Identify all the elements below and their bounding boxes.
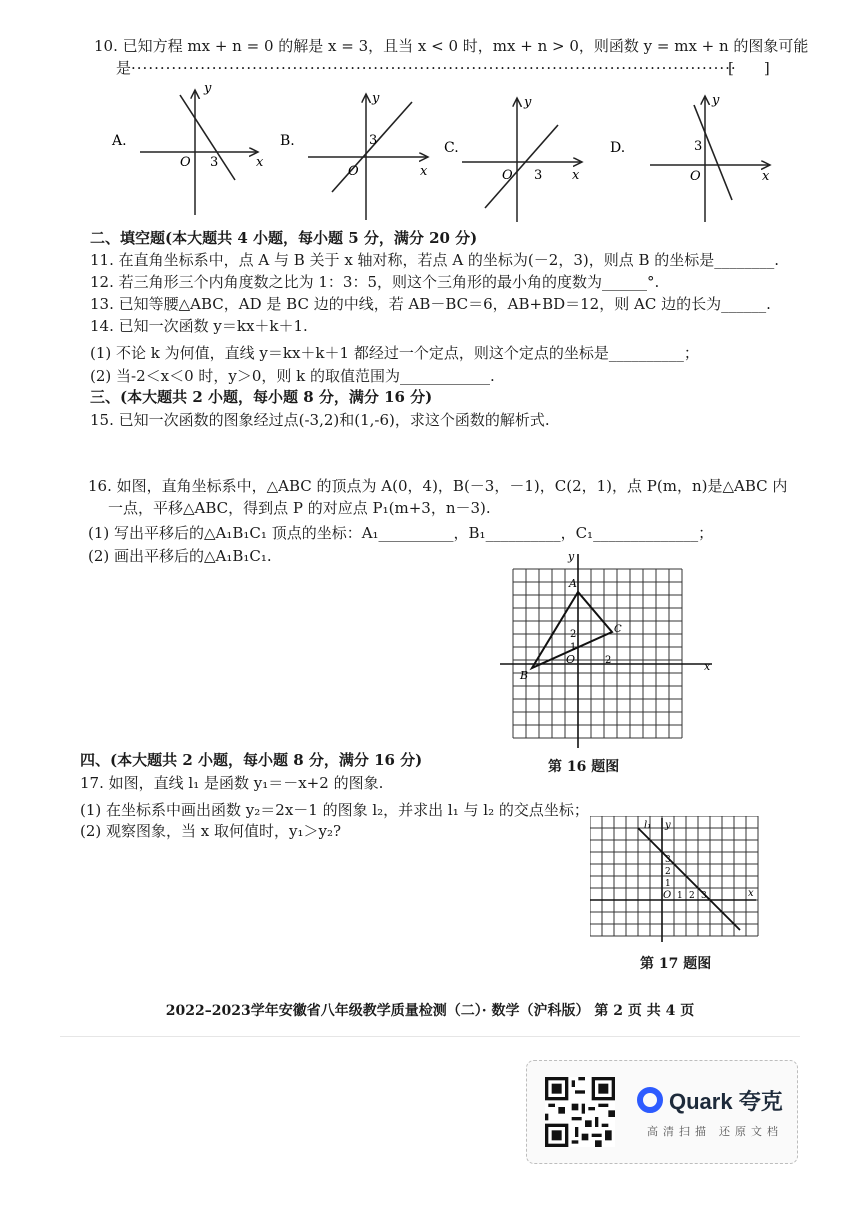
figure-17-grid [590, 816, 760, 946]
fig17-tick-x3: 3 [701, 891, 707, 901]
fig16-label-c: C [614, 624, 622, 635]
svg-text:y: y [524, 95, 532, 110]
q10-option-graphs [110, 80, 800, 225]
figure-17-caption: 第 17 题图 [640, 956, 712, 972]
q10-option-c-label: C. [444, 140, 459, 156]
svg-text:O: O [690, 169, 701, 184]
fig16-tick-x2: 2 [605, 655, 612, 666]
quark-watermark-card [526, 1060, 798, 1164]
quark-slogan: 高清扫描 还原文档 [647, 1126, 784, 1138]
svg-text:O: O [348, 164, 359, 179]
fig16-label-y: y [568, 552, 575, 563]
q16-stem-line2: 一点，平移△ABC，得到点 P 的对应点 P₁(m+3，n－3). [108, 499, 491, 517]
q16-part2: (2) 画出平移后的△A₁B₁C₁. [88, 547, 272, 565]
q14-part1: (1) 不论 k 为何值，直线 y＝kx＋k＋1 都经过一个定点，则这个定点的坐标是__________； [90, 344, 699, 362]
q10-option-a-graph [140, 81, 264, 215]
q17-part2: (2) 观察图象，当 x 取何值时，y₁＞y₂? [80, 822, 342, 840]
quark-brand-text: Quark 夸克 [669, 1089, 783, 1114]
fig16-label-o: O [566, 653, 576, 666]
q17-stem: 17. 如图，直线 l₁ 是函数 y₁＝－x+2 的图象. [80, 774, 384, 792]
qr-code-icon [545, 1077, 615, 1147]
q16-part1: (1) 写出平移后的△A₁B₁C₁ 顶点的坐标：A₁__________，B₁__________，C₁______________； [88, 524, 714, 542]
fig16-label-a: A [569, 577, 577, 590]
svg-text:x: x [256, 155, 264, 170]
fig17-label-y: y [665, 820, 671, 831]
q16-stem-line1: 16. 如图，直角坐标系中，△ABC 的顶点为 A(0，4)，B(－3，－1)，C(2，1)，点 P(m，n)是△ABC 内 [88, 477, 788, 495]
q11-text: 11. 在直角坐标系中，点 A 与 B 关于 x 轴对称，若点 A 的坐标为(－2，3)，则点 B 的坐标是________. [90, 251, 780, 269]
svg-text:3: 3 [369, 133, 378, 148]
fig17-label-l1: l₁ [644, 820, 652, 831]
svg-text:3: 3 [694, 139, 703, 154]
section4-heading: 四、(本大题共 2 小题，每小题 8 分，满分 16 分) [80, 751, 423, 769]
fig17-tick-x1: 1 [677, 891, 683, 901]
fig17-tick-y1: 1 [665, 879, 671, 889]
figure-16-caption: 第 16 题图 [548, 759, 620, 775]
section2-heading: 二、填空题(本大题共 4 小题，每小题 5 分，满分 20 分) [90, 229, 478, 247]
svg-text:3: 3 [534, 168, 543, 183]
q10-option-b-label: B. [280, 133, 295, 149]
q10-stem-line2: 是········································································································· [116, 59, 737, 77]
svg-text:x: x [420, 164, 428, 179]
q10-option-a-label: A. [112, 133, 127, 149]
q10-option-d-graph [650, 93, 770, 222]
svg-text:O: O [180, 155, 191, 170]
fig17-label-o: O [663, 890, 672, 901]
page-footer: 2022–2023学年安徽省八年级教学质量检测（二）· 数学（沪科版） 第 2 页 共 4 页 [165, 1003, 695, 1019]
q14-part2: (2) 当-2＜x＜0 时，y＞0，则 k 的取值范围为____________. [90, 367, 495, 385]
svg-text:x: x [572, 168, 580, 183]
fig16-tick-y1: 1 [570, 642, 577, 653]
line-l1 [638, 828, 740, 930]
svg-text:y: y [712, 93, 720, 108]
svg-text:O: O [502, 168, 513, 183]
quark-logo-icon [637, 1087, 663, 1113]
q10-option-c-graph [462, 95, 582, 222]
q10-stem-line1: 10. 已知方程 mx + n = 0 的解是 x = 3，且当 x < 0 时，mx + n > 0，则函数 y = mx + n 的图象可能 [94, 37, 809, 55]
q10-answer-bracket: [ ] [728, 59, 770, 77]
quark-brand [637, 1085, 783, 1116]
q10-stem-shi: 是 [116, 59, 132, 77]
section3-heading: 三、(本大题共 2 小题，每小题 8 分，满分 16 分) [90, 388, 433, 406]
q10-option-d-label: D. [610, 140, 626, 156]
fig17-label-x: x [748, 888, 754, 899]
figure-16-grid [500, 552, 720, 757]
fig16-label-x: x [704, 660, 711, 673]
svg-text:y: y [204, 81, 212, 96]
fig16-tick-y2: 2 [570, 629, 577, 640]
fig16-label-b: B [520, 669, 529, 682]
svg-text:y: y [372, 91, 380, 106]
q14-text: 14. 已知一次函数 y＝kx＋k＋1. [90, 317, 308, 335]
svg-text:x: x [762, 169, 770, 184]
q12-text: 12. 若三角形三个内角度数之比为 1：3：5，则这个三角形的最小角的度数为______°. [90, 273, 660, 291]
q15-text: 15. 已知一次函数的图象经过点(-3,2)和(1,-6)，求这个函数的解析式. [90, 411, 550, 429]
fig17-tick-x2: 2 [689, 891, 695, 901]
svg-text:3: 3 [210, 155, 219, 170]
q10-option-b-graph [308, 91, 428, 220]
fig17-tick-y3: 3 [665, 855, 671, 865]
footer-divider [60, 1036, 800, 1037]
q17-part1: (1) 在坐标系中画出函数 y₂＝2x－1 的图象 l₂，并求出 l₁ 与 l₂ 的交点坐标； [80, 801, 589, 819]
fig17-tick-y2: 2 [665, 867, 671, 877]
q13-text: 13. 已知等腰△ABC，AD 是 BC 边的中线，若 AB－BC＝6，AB+BD＝12，则 AC 边的长为______. [90, 295, 771, 313]
